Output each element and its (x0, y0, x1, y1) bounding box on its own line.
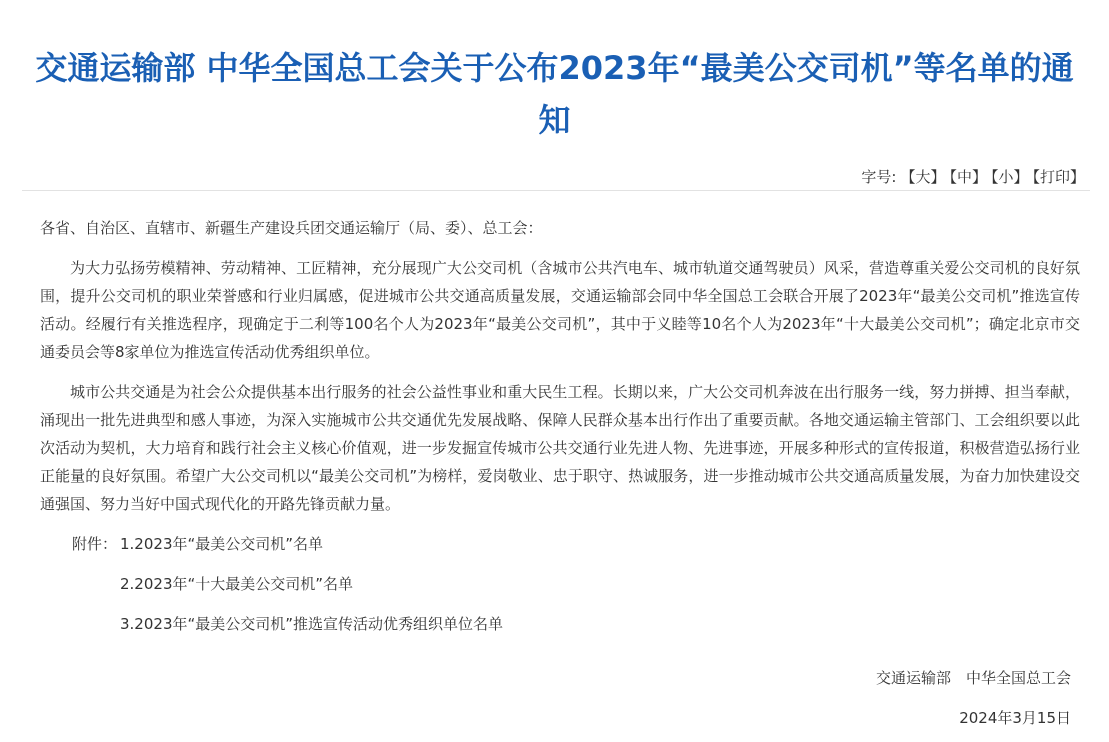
font-size-label: 字号: (861, 168, 897, 186)
attachment-item: 2.2023年“十大最美公交司机”名单 (120, 575, 354, 593)
attachment-item: 1.2023年“最美公交司机”名单 (120, 535, 324, 553)
issue-date: 2024年3月15日 (959, 709, 1071, 727)
font-small-button[interactable]: 【小】 (990, 168, 1029, 186)
attachments-list (40, 530, 1080, 650)
paragraph-1: 为大力弘扬劳模精神、劳动精神、工匠精神，充分展现广大公交司机（含城市公共汽电车、城市轨道交通驾驶员）风采，营造尊重关爱公交司机的良好氛围，提升公交司机的职业荣誉感和行业归属感，促进城市公共交通高质量发展，交通运输部会同中华全国总工会联合开展了2023年“最美公交司机”推选宣传活动。经履行有关推选程序，现确定于二利等100名个人为2023年“最美公交司机”，其中于义睦等10名个人为2023年“十大最美公交司机”；确定北京市交通委员会等8家单位为推选宣传活动优秀组织单位。 (40, 259, 1080, 361)
article-body (40, 214, 1080, 650)
attachment-row (72, 610, 1080, 650)
signature: 交通运输部 中华全国总工会 (875, 669, 1071, 687)
attachments-label: 附件： (72, 535, 118, 553)
print-button[interactable]: 【打印】 (1032, 168, 1085, 186)
title-divider (22, 190, 1090, 191)
salutation: 各省、自治区、直辖市、新疆生产建设兵团交通运输厅（局、委）、总工会： (40, 219, 543, 237)
page-title: 交通运输部 中华全国总工会关于公布2023年“最美公交司机”等名单的通知 (35, 49, 1074, 139)
font-size-toolbar (861, 166, 1085, 187)
font-large-button[interactable]: 【大】 (900, 168, 946, 186)
attachment-row (72, 570, 1080, 610)
attachment-row (72, 530, 1080, 570)
paragraph-2: 城市公共交通是为社会公众提供基本出行服务的社会公益性事业和重大民生工程。长期以来，广大公交司机奔波在出行服务一线，努力拼搏、担当奉献，涌现出一批先进典型和感人事迹，为深入实施城市公共交通优先发展战略、保障人民群众基本出行作出了重要贡献。各地交通运输主管部门、工会组织要以此次活动为契机，大力培育和践行社会主义核心价值观，进一步发掘宣传城市公共交通行业先进人物、先进事迹，开展多种形式的宣传报道，积极营造弘扬行业正能量的良好氛围。希望广大公交司机以“最美公交司机”为榜样，爱岗敬业、忠于职守、热诚服务，进一步推动城市公共交通高质量发展，为奋力加快建设交通强国、努力当好中国式现代化的开路先锋贡献力量。 (40, 383, 1080, 513)
attachment-item: 3.2023年“最美公交司机”推选宣传活动优秀组织单位名单 (120, 615, 504, 633)
font-medium-button[interactable]: 【中】 (949, 168, 987, 186)
